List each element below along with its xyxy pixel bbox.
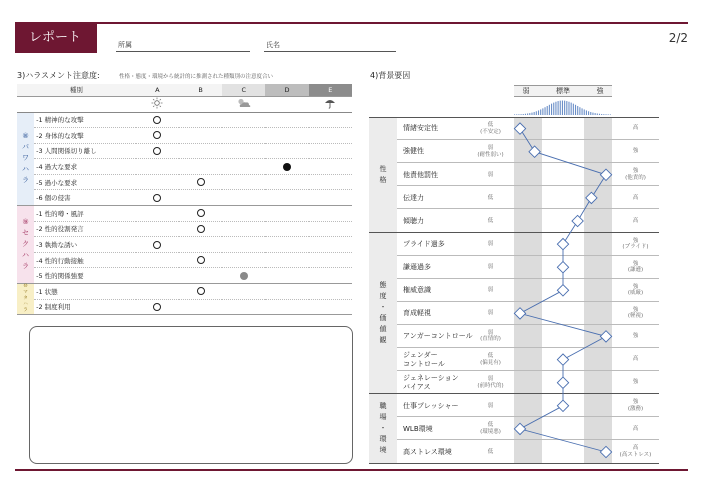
factor-high-label [612, 261, 659, 274]
high-label-main: 強 [632, 168, 639, 175]
harassment-item-label: -2 性的役割発言 [34, 221, 136, 237]
harassment-row [17, 174, 352, 190]
level-cell-a [136, 128, 179, 144]
group-label-char: ⑩ [23, 284, 28, 290]
level-cell-c [222, 112, 265, 128]
col-header-b: B [179, 84, 222, 96]
factor-label: 他責他罰性 [403, 170, 438, 179]
high-label-sub: (謙遜) [627, 267, 644, 274]
level-cell-c [222, 159, 265, 175]
factor-high-label [612, 356, 659, 363]
factor-high-label [612, 148, 659, 155]
factor-high-label [612, 426, 659, 433]
col-header-a: A [136, 84, 179, 96]
harassment-row [17, 284, 352, 300]
factor-high-label [612, 195, 659, 202]
factor-low-label [467, 330, 514, 343]
factor-low-label [467, 241, 514, 248]
category-label-char: 格 [379, 175, 387, 184]
low-label-main: 弱 [487, 402, 494, 409]
row-divider [397, 324, 659, 325]
level-cell-b [179, 159, 222, 175]
level-cell-e [309, 143, 352, 159]
level-cell-c [222, 143, 265, 159]
factor-label: アンガーコントロール [403, 332, 473, 341]
factor-high-label [612, 333, 659, 340]
sun-icon [136, 96, 179, 112]
group-label-char: ラ [22, 262, 30, 271]
level-cell-a [136, 268, 179, 284]
level-cell-c [222, 174, 265, 190]
high-label-sub: (他責的) [625, 174, 646, 181]
high-label-sub: (威厳) [627, 290, 644, 297]
harassment-row [17, 143, 352, 159]
low-label-main: 弱 [487, 376, 494, 383]
factor-high-label [612, 379, 659, 386]
report-title: レポート [15, 22, 97, 53]
level-cell-b [179, 206, 222, 222]
factor-marker [557, 262, 568, 273]
factor-label: プライド過多 [403, 239, 445, 248]
harassment-row [17, 299, 352, 315]
row-divider [397, 185, 659, 186]
harassment-item-label: -4 過大な要求 [34, 159, 136, 175]
group-label-char: マ [23, 290, 28, 296]
level-cell-e [309, 206, 352, 222]
factor-label: WLB環境 [403, 424, 433, 433]
level-cell-c [222, 221, 265, 237]
low-label-main: 弱 [487, 329, 494, 336]
category-label-char: 態 [379, 281, 387, 290]
level-cell-b [179, 284, 222, 300]
harassment-group-label [17, 284, 34, 315]
high-label-sub: (プライド) [622, 244, 649, 251]
high-label-main: 強 [632, 148, 639, 155]
high-label-main: 強 [632, 333, 639, 340]
low-label-main: 弱 [487, 263, 494, 270]
low-label-main: 弱 [487, 171, 494, 178]
category-label-char: 観 [379, 336, 387, 345]
level-cell-d [265, 237, 308, 253]
factor-label: 高ストレス環境 [403, 447, 452, 456]
low-label-sub: (耐性弱い) [477, 151, 504, 158]
factor-label: 伝達力 [403, 193, 424, 202]
factor-label: 強健性 [403, 147, 424, 156]
low-label-sub: (直情的) [480, 336, 501, 343]
factor-label: 育成軽視 [403, 309, 431, 318]
factor-marker [557, 238, 568, 249]
row-divider [397, 162, 659, 163]
distribution-histogram [514, 99, 612, 115]
level-cell-b [179, 112, 222, 128]
level-marker [197, 287, 205, 295]
category-label-char: 場 [379, 413, 387, 422]
high-label-main: 高 [632, 425, 639, 432]
harassment-item-label: -5 性的関係強要 [34, 268, 136, 284]
high-label-main: 強 [632, 260, 639, 267]
level-marker [197, 256, 205, 264]
level-cell-a [136, 237, 179, 253]
level-cell-a [136, 252, 179, 268]
category-label-char: 境 [379, 446, 387, 455]
factor-marker [557, 400, 568, 411]
group-label-char: ラ [22, 176, 30, 185]
harassment-item-label: -1 精神的な攻撃 [34, 112, 136, 128]
level-cell-b [179, 190, 222, 206]
row-divider [397, 416, 659, 417]
col-header-c: C [222, 84, 265, 96]
harassment-item-label: -5 過小な要求 [34, 174, 136, 190]
level-cell-c [222, 299, 265, 315]
low-label-sub: (環境悪) [480, 428, 501, 435]
col-header-e: E [309, 84, 352, 96]
factor-marker [557, 354, 568, 365]
level-marker [153, 131, 161, 139]
harassment-item-label: -1 状態 [34, 284, 136, 300]
umbrella-icon [309, 96, 352, 112]
group-label-char: ハ [22, 165, 30, 174]
name-field[interactable] [264, 51, 396, 52]
strong-zone-bg [584, 117, 612, 464]
row-divider [397, 139, 659, 140]
low-label-main: 弱 [487, 145, 494, 152]
level-marker [197, 209, 205, 217]
factor-low-label [467, 310, 514, 317]
level-cell-d [265, 112, 308, 128]
category-label-char: 価 [379, 314, 387, 323]
level-cell-e [309, 190, 352, 206]
high-label-sub: (高ストレス) [619, 451, 652, 458]
row-divider [397, 439, 659, 440]
level-cell-c [222, 284, 265, 300]
level-cell-c [222, 237, 265, 253]
factor-low-label [467, 122, 514, 135]
factor-low-label [467, 422, 514, 435]
factor-high-label [612, 218, 659, 225]
harassment-item-label: -4 性的行動接触 [34, 252, 136, 268]
low-label-main: 低 [487, 448, 494, 455]
harassment-row [17, 237, 352, 253]
group-label-char: パ [22, 143, 30, 152]
level-cell-b [179, 128, 222, 144]
level-cell-c [222, 252, 265, 268]
harassment-group-label [17, 206, 34, 284]
category-label-char: 性 [379, 164, 387, 173]
high-label-main: 高 [632, 194, 639, 201]
level-cell-c [222, 190, 265, 206]
level-cell-a [136, 221, 179, 237]
level-cell-b [179, 174, 222, 190]
category-label-char: ・ [379, 424, 387, 433]
high-label-main: 強 [632, 306, 639, 313]
category-label-char: ・ [379, 303, 387, 312]
factor-low-label [467, 376, 514, 389]
harassment-row [17, 159, 352, 175]
level-cell-a [136, 206, 179, 222]
level-marker [240, 272, 248, 280]
low-label-main: 弱 [487, 287, 494, 293]
low-label-main: 弱 [487, 240, 494, 247]
level-cell-e [309, 128, 352, 144]
high-label-main: 高 [632, 125, 639, 132]
level-cell-d [265, 284, 308, 300]
row-divider [397, 208, 659, 209]
group-label-char: セ [22, 229, 30, 238]
level-cell-b [179, 268, 222, 284]
level-cell-e [309, 112, 352, 128]
level-cell-d [265, 143, 308, 159]
factor-low-label [467, 287, 514, 294]
harassment-item-label: -1 性的噂・風評 [34, 206, 136, 222]
factor-low-label [467, 264, 514, 271]
group-label-char: ⑧ [22, 132, 29, 141]
factor-low-label [467, 449, 514, 456]
factor-marker [572, 215, 583, 226]
scale-label-strong: 強 [596, 87, 604, 95]
page-number: 2/2 [668, 31, 688, 45]
low-label-main: 低 [487, 194, 494, 201]
high-label-main: 高 [632, 356, 639, 363]
factor-label: 権威意識 [403, 286, 431, 294]
harassment-item-label: -6 個の侵害 [34, 190, 136, 206]
level-cell-d [265, 221, 308, 237]
high-label-main: 強 [632, 399, 639, 406]
level-cell-b [179, 143, 222, 159]
high-label-main: 高 [632, 445, 639, 452]
harassment-row [17, 206, 352, 222]
level-cell-e [309, 268, 352, 284]
factor-label: ジェンダー コントロール [403, 351, 445, 368]
factor-high-label [612, 238, 659, 251]
category-label [369, 401, 397, 456]
group-label-char: ハ [22, 251, 30, 260]
harassment-item-label: -2 制度利用 [34, 299, 136, 315]
category-label-char: 度 [379, 292, 387, 301]
harassment-item-label: -3 人間関係切り離し [34, 143, 136, 159]
background-title: 4)背景要因 [370, 71, 411, 80]
level-cell-a [136, 299, 179, 315]
factor-label: 傾聴力 [403, 216, 424, 225]
row-divider [369, 463, 659, 464]
factor-label: 謙遜過多 [403, 262, 431, 271]
harassment-row [17, 128, 352, 144]
factor-low-label [467, 218, 514, 225]
factor-low-label [467, 172, 514, 179]
level-cell-d [265, 128, 308, 144]
harassment-table [17, 84, 352, 315]
category-label [369, 280, 397, 346]
level-cell-e [309, 299, 352, 315]
row-divider [397, 301, 659, 302]
row-divider [397, 255, 659, 256]
high-label-main: 強 [632, 283, 639, 290]
factor-high-label [612, 125, 659, 132]
low-label-main: 低 [487, 422, 494, 429]
category-label-char: 値 [379, 325, 387, 334]
harassment-row [17, 190, 352, 206]
level-cell-d [265, 252, 308, 268]
level-cell-c [222, 268, 265, 284]
name-label: 氏名 [266, 41, 280, 49]
factor-high-label [612, 168, 659, 181]
weak-zone-bg [514, 117, 542, 464]
level-cell-d [265, 174, 308, 190]
high-label-sub: (軽視) [627, 313, 644, 320]
level-cell-e [309, 221, 352, 237]
type-header: 種別 [17, 84, 136, 96]
scale-label-weak: 弱 [522, 87, 530, 95]
level-marker [153, 303, 161, 311]
row-divider [369, 393, 659, 394]
level-cell-e [309, 252, 352, 268]
affiliation-field[interactable] [116, 51, 250, 52]
factor-low-label [467, 195, 514, 202]
low-label-main: 低 [487, 353, 494, 360]
harassment-title: 3)ハラスメント注意度: [17, 71, 100, 80]
level-marker [153, 116, 161, 124]
low-label-main: 低 [487, 122, 494, 129]
factor-label: 仕事プレッシャー [403, 401, 459, 410]
level-cell-a [136, 174, 179, 190]
category-label-char: 職 [379, 402, 387, 411]
level-cell-e [309, 159, 352, 175]
level-cell-b [179, 252, 222, 268]
level-cell-d [265, 190, 308, 206]
level-cell-d [265, 299, 308, 315]
harassment-row [17, 112, 352, 128]
low-label-main: 低 [487, 217, 494, 224]
group-label-char: ラ [23, 308, 28, 314]
level-cell-d [265, 206, 308, 222]
factor-marker [557, 285, 568, 296]
level-cell-e [309, 284, 352, 300]
factor-label: 情緒安定性 [403, 124, 438, 133]
level-cell-b [179, 299, 222, 315]
group-label-char: ⑨ [22, 218, 29, 227]
level-cell-a [136, 159, 179, 175]
bg-table-top-rule [369, 117, 659, 118]
level-marker [153, 194, 161, 202]
level-marker [197, 225, 205, 233]
harassment-item-label: -2 身体的な攻撃 [34, 128, 136, 144]
footer-rule [15, 469, 688, 471]
factor-marker [557, 377, 568, 388]
level-cell-b [179, 221, 222, 237]
level-cell-d [265, 268, 308, 284]
row-divider [369, 232, 659, 233]
category-label [369, 164, 397, 186]
factor-high-label [612, 307, 659, 320]
level-cell-a [136, 112, 179, 128]
harassment-group-label [17, 112, 34, 206]
row-divider [397, 370, 659, 371]
harassment-row [17, 252, 352, 268]
category-label-char: 環 [379, 435, 387, 444]
group-label-char: ワ [22, 154, 30, 163]
high-label-main: 強 [632, 379, 639, 386]
factor-low-label [467, 353, 514, 366]
row-divider [397, 278, 659, 279]
group-label-char: タ [23, 296, 28, 302]
low-label-main: 弱 [487, 310, 494, 317]
row-divider [397, 347, 659, 348]
col-header-d: D [265, 84, 308, 96]
level-cell-b [179, 237, 222, 253]
high-label-main: 高 [632, 217, 639, 224]
level-marker [153, 241, 161, 249]
low-label-sub: (前時代的) [477, 382, 504, 389]
level-marker [153, 147, 161, 155]
high-label-main: 強 [632, 237, 639, 244]
factor-high-label [612, 284, 659, 297]
harassment-row [17, 221, 352, 237]
level-cell-a [136, 143, 179, 159]
group-label-char: ク [22, 240, 30, 249]
memo-box[interactable] [29, 326, 353, 464]
cloud-sun-icon [222, 96, 265, 112]
factor-high-label [612, 399, 659, 412]
group-label-char: ハ [23, 302, 28, 308]
level-marker [283, 163, 291, 171]
low-label-sub: (偏見有) [480, 359, 501, 366]
factor-low-label [467, 403, 514, 410]
level-cell-e [309, 174, 352, 190]
factor-label: ジェネレーション バイアス [403, 374, 459, 391]
harassment-subtitle: 性格・態度・環境から統計的に推測された種類別の注意度合い [119, 73, 274, 80]
factor-low-label [467, 145, 514, 158]
harassment-item-label: -3 執拗な誘い [34, 237, 136, 253]
level-marker [197, 178, 205, 186]
affiliation-label: 所属 [118, 41, 132, 49]
level-cell-a [136, 190, 179, 206]
scale-label-standard: 標準 [556, 87, 570, 95]
low-label-sub: (不安定) [480, 128, 501, 135]
level-cell-d [265, 159, 308, 175]
factor-high-label [612, 445, 659, 458]
level-cell-a [136, 284, 179, 300]
high-label-sub: (激務) [627, 405, 644, 412]
header-rule [97, 22, 688, 24]
level-cell-e [309, 237, 352, 253]
level-cell-c [222, 206, 265, 222]
harassment-row [17, 268, 352, 284]
level-cell-c [222, 128, 265, 144]
